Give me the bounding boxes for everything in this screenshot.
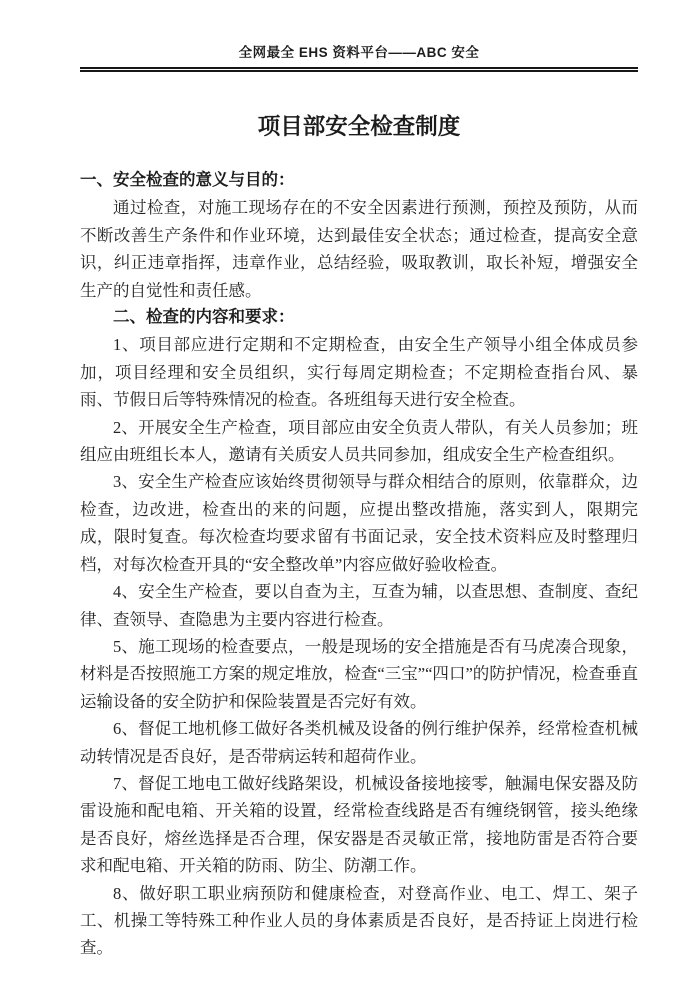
document-title: 项目部安全检查制度 <box>257 114 461 139</box>
section-1-heading: 一、安全检查的意义与目的： <box>80 171 295 189</box>
item-paragraph-5: 5、施工现场的检查要点，一般是现场的安全措施是否有马虎凑合现象，材料是否按照施工方案的规定堆放，检查“三宝”“四口”的防护情况，检查垂直运输设备的安全防护和保险装置是否完好有效。 <box>80 636 638 711</box>
header-divider <box>80 67 638 72</box>
platform-header-text: 全网最全 EHS 资料平台——ABC 安全 <box>238 45 480 60</box>
item-paragraph-8: 8、做好职工职业病预防和健康检查，对登高作业、电工、焊工、架子工、机操工等特殊工种作业人员的身体素质是否良好，是否持证上岗进行检查。 <box>80 883 638 958</box>
section-1-intro-paragraph: 通过检查，对施工现场存在的不安全因素进行预测，预控及预防，从而不断改善生产条件和作业环境，达到最佳安全状态；通过检查，提高安全意识，纠正违章指挥，违章作业，总结经验，吸取教训，取长补短，增强安全生产的自觉性和责任感。 <box>80 198 638 300</box>
item-paragraph-1: 1、项目部应进行定期和不定期检查，由安全生产领导小组全体成员参加，项目经理和安全员组织，实行每周定期检查；不定期检查指台风、暴雨、节假日后等特殊情况的检查。各班组每天进行安全检查。 <box>80 335 638 410</box>
document-body <box>80 167 638 962</box>
item-paragraph-6: 6、督促工地机修工做好各类机械及设备的例行维护保养，经常检查机械动转情况是否良好，是否带病运转和超荷作业。 <box>80 719 638 766</box>
item-paragraph-3: 3、安全生产检查应该始终贯彻领导与群众相结合的原则，依靠群众，边检查，边改进，检查出的来的问题，应提出整改措施，落实到人，限期完成，限时复查。每次检查均要求留有书面记录，安全技术资料应及时整理归档，对每次检查开具的“安全整改单”内容应做好验收检查。 <box>80 472 638 574</box>
page-header <box>80 44 638 72</box>
item-paragraph-4: 4、安全生产检查，要以自查为主，互查为辅，以查思想、查制度、查纪律、查领导、查隐患为主要内容进行检查。 <box>80 582 638 629</box>
section-2-heading: 二、检查的内容和要求： <box>113 308 295 327</box>
item-paragraph-2: 2、开展安全生产检查，项目部应由安全负责人带队，有关人员参加；班组应由班组长本人，邀请有关质安人员共同参加，组成安全生产检查组织。 <box>80 417 638 465</box>
item-paragraph-7: 7、督促工地电工做好线路架设，机械设备接地接零，触漏电保安器及防雷设施和配电箱、开关箱的设置，经常检查线路是否有缠绕钢管，接头绝缘是否良好，熔丝选择是否合理，保安器是否灵敏正常，接地防雷是否符合要求和配电箱、开关箱的防雨、防尘、防潮工作。 <box>80 773 638 876</box>
